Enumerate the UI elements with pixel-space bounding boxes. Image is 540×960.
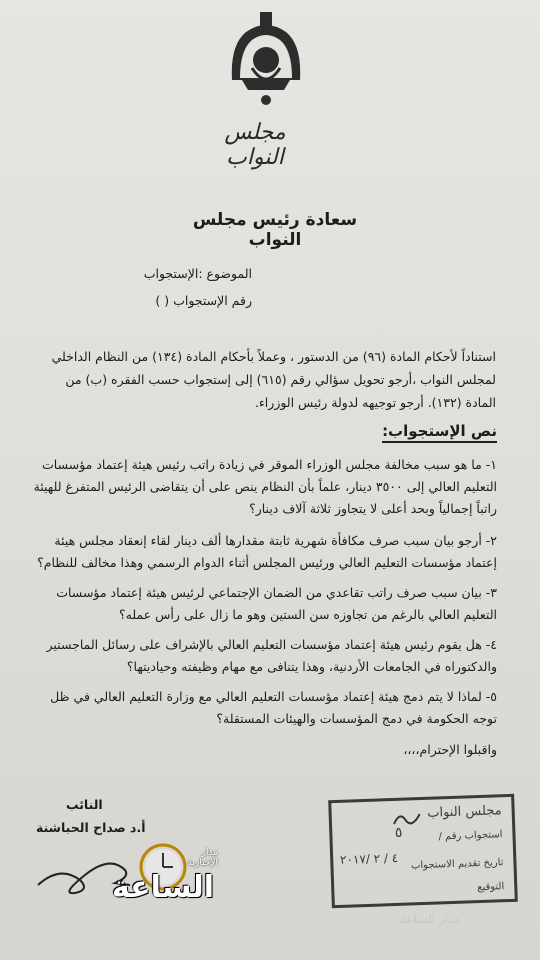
- letterhead-calligraphy: [210, 112, 300, 170]
- watermark-small-text: مدار الإخبارية: [187, 848, 218, 868]
- stamp-number-label: استجواب رقم /: [438, 829, 503, 843]
- stamp-date-value: ٤ / ٢ /٢٠١٧: [339, 850, 399, 867]
- subject-number: رقم الإستجواب ( ): [155, 293, 252, 308]
- question-item-5: ٥- لماذا لا يتم دمج هيئة إعتماد مؤسسات التعليم العالي مع وزارة التعليم العالي في ظل توجه الحكومة في دمج المؤسسات والهيئات المستقلة؟: [50, 689, 497, 726]
- closing-text: واقبلوا الإحترام،،،،: [403, 742, 497, 757]
- receipt-stamp: [328, 794, 518, 908]
- watermark-logo-text: الساعة: [111, 870, 215, 905]
- signatory-title: النائب: [66, 797, 103, 812]
- question-item-4: ٤- هل يقوم رئيس هيئة إعتماد مؤسسات التعليم العالي بالإشراف على رسائل الماجستير والدكتوراه في الجامعات الأردنية، وهذا يتنافى مع مهام وظيفته وحياديتها؟: [46, 637, 497, 674]
- stamp-number-value: ٥: [394, 824, 403, 841]
- royal-emblem-icon: [222, 10, 310, 110]
- salutation: سعادة رئيس مجلس النواب: [192, 210, 358, 250]
- interpellation-heading: نص الإستجواب:: [382, 422, 497, 443]
- intro-paragraph: استناداً لأحكام المادة (٩٦) من الدستور ، وعملاً بأحكام المادة (١٣٤) من النظام الداخلي لمجلس النواب ،أرجو تحويل سؤالي رقم (٦١٥) إلى إستجواب حسب الفقره (ب) من المادة (١٣٢). أرجو توجيهه لدولة رئيس الوزراء.: [51, 349, 496, 410]
- signatory-name: أ.د صداح الحباشنة: [36, 820, 146, 835]
- subject-line: الموضوع :الإستجواب: [143, 266, 252, 281]
- question-item-1: ١- ما هو سبب مخالفة مجلس الوزراء الموقر في زيادة راتب رئيس هيئة إعتماد مؤسسات التعليم العالي إلى ٣٥٠٠ دينار، علماً بأن النظام ينص على أن يتقاضى الرئيس المتفرغ للهيئة راتباً إجمالياً وبحد أعلى لا يتجاوز ثلاثة آلاف دينار؟: [33, 457, 497, 516]
- corner-watermark: مدار الساعة: [400, 912, 461, 926]
- stamp-header: مجلس النواب: [426, 803, 502, 821]
- question-item-2: ٢- أرجو بيان سبب صرف مكافأة شهرية ثابتة مقدارها ألف دينار لقاء إنعقاد مجلس هيئة إعتماد مؤسسات التعليم العالي ورئيس المجلس أثناء الدوام الرسمي وهذا مخالف للنظام؟: [37, 533, 497, 570]
- institution-name: مجلس النواب: [224, 120, 286, 170]
- stamp-signature-label: التوقيع: [476, 881, 505, 894]
- stamp-initials-icon: [392, 808, 423, 831]
- watermark-logo: [108, 842, 218, 908]
- question-item-3: ٣- بيان سبب صرف راتب تقاعدي من الضمان الإجتماعي لرئيس هيئة إعتماد مؤسسات التعليم العالي بالرغم من تجاوزه سن الستين وهو ما زال على رأس عمله؟: [56, 585, 497, 622]
- stamp-date-label: تاريخ تقديم الاستجواب: [410, 857, 504, 872]
